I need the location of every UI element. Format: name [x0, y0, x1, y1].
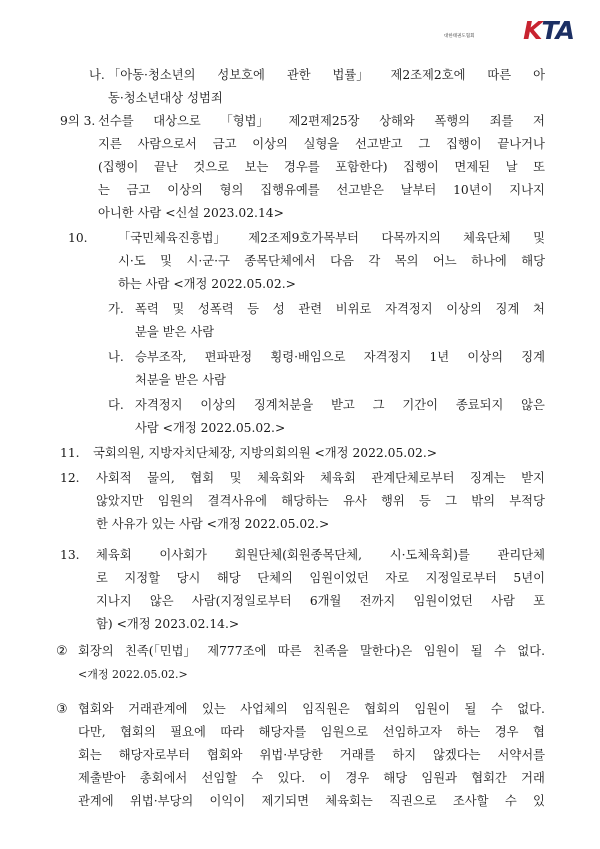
clause-item	[108, 394, 545, 440]
clause-line: 로 지정할 당시 해당 단체의 임원이었던 자로 지정일로부터 5년이	[96, 571, 545, 585]
clause-line: 처분을 받은 사람	[135, 373, 226, 387]
clause-line: 국회의원, 지방자치단체장, 지방의회의원 <개정 2022.05.02.>	[93, 446, 438, 460]
clause-line: 않았지만 임원의 결격사유에 해당하는 유사 행위 등 그 밖의 부적당	[96, 494, 545, 508]
logo-k: K	[523, 16, 542, 45]
clause-item	[89, 64, 545, 110]
paragraph-item	[56, 640, 545, 686]
clause-line: 제출받아 총회에서 선임할 수 있다. 이 경우 해당 임원과 협회간 거래	[78, 771, 545, 785]
clause-label: 가.	[108, 302, 124, 316]
clause-label: 다.	[108, 398, 124, 412]
clause-label: 12.	[60, 471, 80, 485]
clause-label: 13.	[60, 548, 80, 562]
clause-line: 자격정지 이상의 징계처분을 받고 그 기간이 종료되지 않은	[135, 398, 545, 412]
clause-line: 회는 해당자로부터 협회와 위법·부당한 거래를 하지 않겠다는 서약서를	[78, 748, 545, 762]
clause-line: 사회적 물의, 협회 및 체육회와 체육회 관계단체로부터 징계는 받지	[96, 471, 545, 485]
clause-line: 협회와 거래관계에 있는 사업체의 임직원은 협회의 임원이 될 수 없다.	[78, 702, 545, 716]
clause-line: 한 사유가 있는 사람 <개정 2022.05.02.>	[96, 517, 330, 531]
paragraph-number: ③	[56, 702, 68, 717]
clause-item	[108, 346, 545, 392]
clause-line: 다만, 협회의 필요에 따라 해당자를 임원으로 선임하고자 하는 경우 협	[78, 725, 545, 739]
clause-label: 나.	[89, 68, 105, 82]
clause-line: 지른 사람으로서 금고 이상의 실형을 선고받고 그 집행이 끝나거나	[98, 137, 545, 151]
clause-line: 체육회 이사회가 회원단체(회원종목단체, 시·도체육회)를 관리단체	[96, 548, 545, 562]
clause-line: 승부조작, 편파판정 횡령·배임으로 자격정지 1년 이상의 징계	[135, 350, 545, 364]
clause-label: 9의 3.	[60, 114, 96, 128]
logo-ta: TA	[541, 16, 574, 45]
clause-item	[60, 544, 545, 636]
clause-line: 동·청소년대상 성범죄	[108, 91, 223, 105]
clause-line: 시·도 및 시·군·구 종목단체에서 다음 각 목의 어느 하나에 해당	[118, 254, 545, 268]
clause-line: 관계에 위법·부당의 이익이 제기되면 체육회는 직권으로 조사할 수 있	[78, 794, 545, 808]
logo-mark	[523, 16, 574, 45]
clause-line: 하는 사람 <개정 2022.05.02.>	[118, 277, 296, 291]
clause-item	[60, 442, 545, 465]
clause-line: 지나지 않은 사람(지정일로부터 6개월 전까지 임원이었던 사람 포	[96, 594, 545, 608]
clause-line: 「국민체육진흥법」 제2조제9호가목부터 다목까지의 체육단체 및	[118, 231, 545, 245]
clause-item	[60, 467, 545, 536]
clause-line: 분을 받은 사람	[135, 325, 215, 339]
clause-line: 아니한 사람 <신설 2023.02.14>	[98, 206, 284, 220]
clause-label: 11.	[60, 446, 80, 460]
clause-item	[60, 110, 545, 225]
clause-label: 나.	[108, 350, 124, 364]
clause-line: 사람 <개정 2022.05.02.>	[135, 421, 286, 435]
clause-line: (집행이 끝난 것으로 보는 경우를 포함한다) 집행이 면제된 날 또	[98, 160, 545, 174]
document-body	[0, 64, 600, 813]
clause-line: 회장의 친족(「민법」 제777조에 따른 친족을 말한다)은 임원이 될 수 없다.	[78, 644, 545, 658]
paragraph-number: ②	[56, 644, 68, 659]
clause-label: 10.	[68, 231, 88, 245]
clause-line: 「아동·청소년의 성보호에 관한 법률」 제2조제2호에 따른 아	[108, 68, 545, 82]
clause-line: 폭력 및 성폭력 등 성 관련 비위로 자격정지 이상의 징계 처	[135, 302, 545, 316]
org-name: 대한태권도협회	[444, 34, 475, 39]
clause-line: 는 금고 이상의 형의 집행유예를 선고받은 날부터 10년이 지나지	[98, 183, 545, 197]
clause-item	[108, 298, 545, 344]
kta-logo	[444, 14, 574, 48]
clause-line: 함) <개정 2023.02.14.>	[96, 617, 240, 631]
clause-line: <개정 2022.05.02.>	[78, 668, 188, 681]
paragraph-item	[56, 698, 545, 813]
clause-item	[68, 227, 545, 296]
clause-line: 선수를 대상으로 「형법」 제2편제25장 상해와 폭행의 죄를 저	[98, 114, 545, 128]
